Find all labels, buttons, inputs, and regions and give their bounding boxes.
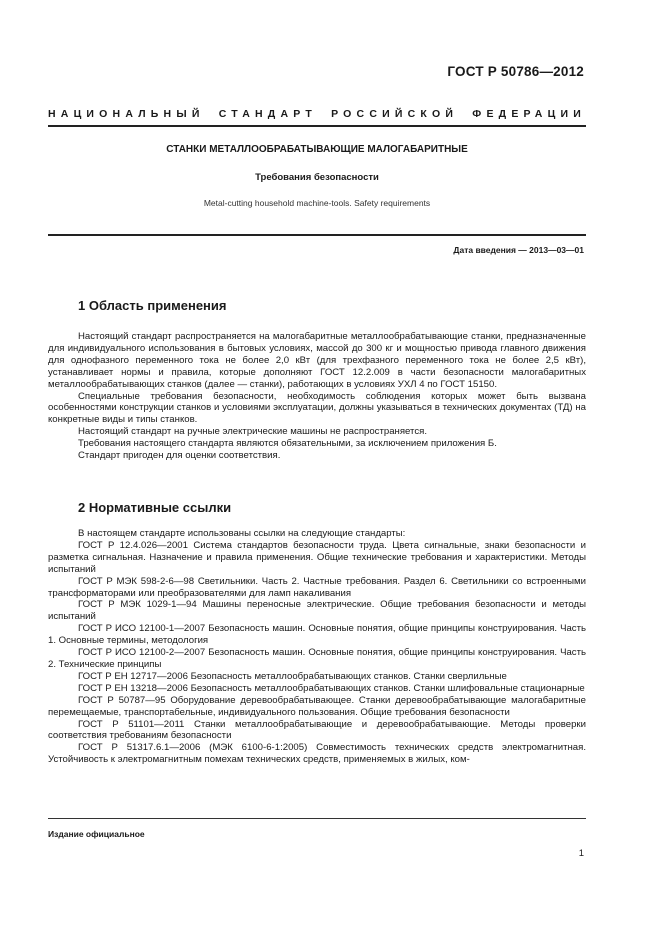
national-standard-banner — [48, 108, 586, 120]
top-rule — [48, 125, 586, 127]
edition-note: Издание официальное — [48, 829, 145, 839]
section-1-paragraph: Специальные требования безопасности, необходимость соблюдения которых может быть вызвана особенностями конструкции станков и условиями эксплуатации, должны указываться в технических документах (ТД) на конкретные виды и типы станков. — [48, 390, 586, 426]
reference-item: ГОСТ Р 50787—95 Оборудование деревообрабатывающее. Станки деревообрабатывающие малогабаритные перемещаемые, транспортабельные, индивидуального пользования. Общие требования безопасности — [48, 694, 586, 718]
banner-word-4: ФЕДЕРАЦИИ — [472, 108, 586, 120]
section-2-body — [48, 528, 586, 766]
reference-item: ГОСТ Р МЭК 1029-1—94 Машины переносные электрические. Общие требования безопасности и методы испытаний — [48, 599, 586, 623]
banner-word-2: СТАНДАРТ — [218, 108, 317, 120]
section-1-paragraph: Требования настоящего стандарта являются обязательными, за исключением приложения Б. — [78, 438, 497, 450]
section-1-body — [48, 331, 586, 462]
document-title: СТАНКИ МЕТАЛЛООБРАБАТЫВАЮЩИЕ МАЛОГАБАРИТНЫЕ — [166, 144, 468, 155]
section-1-paragraph: Стандарт пригоден для оценки соответствия. — [78, 450, 281, 462]
document-subtitle: Требования безопасности — [255, 172, 379, 183]
english-title: Metal-cutting household machine-tools. Safety requirements — [203, 198, 431, 208]
reference-item: ГОСТ Р 51317.6.1—2006 (МЭК 6100-6-1:2005) Совместимость технических средств электромагнитная. Устойчивость к электромагнитным помехам технических средств, применяемых в жилых, ком- — [48, 742, 586, 766]
reference-item: ГОСТ Р ИСО 12100-2—2007 Безопасность машин. Основные понятия, общие принципы конструирования. Часть 2. Технические принципы — [48, 647, 586, 670]
reference-item: ГОСТ Р ИСО 12100-1—2007 Безопасность машин. Основные понятия, общие принципы конструирования. Часть 1. Основные термины, методология — [48, 623, 586, 647]
reference-item: ГОСТ Р ЕН 13218—2006 Безопасность металлообрабатывающих станков. Станки шлифовальные стационарные — [78, 682, 585, 694]
reference-item: ГОСТ Р 12.4.026—2001 Система стандартов безопасности труда. Цвета сигнальные, знаки безопасности и разметка сигнальная. Назначение и правила применения. Общие технические требования и характеристики. Методы испытаний — [48, 539, 586, 575]
reference-item: ГОСТ Р 51101—2011 Станки металлообрабатывающие и деревообрабатывающие. Методы проверки соответствия требованиям безопасности — [48, 718, 586, 742]
section-2-paragraph: В настоящем стандарте использованы ссылки на следующие стандарты: — [78, 528, 406, 539]
section-1-paragraph: Настоящий стандарт распространяется на малогабаритные металлообрабатывающие станки, предназначенные для индивидуального использования в бытовых условиях, массой до 300 кг и мощностью привода главного движения для однофазного переменного тока не более 2,0 кВт (для трехфазного переменного тока не более 2,5 кВт), устанавливает нормы и правила, которые дополняют ГОСТ 12.2.009 в части безопасности малогабаритных металлообрабатывающих станков (далее — станки), работающих в условиях УХЛ 4 по ГОСТ 15150. — [48, 331, 586, 390]
section-2-heading: 2 Нормативные ссылки — [78, 500, 232, 515]
banner-word-1: НАЦИОНАЛЬНЫЙ — [48, 108, 205, 120]
banner-word-3: РОССИЙСКОЙ — [331, 108, 459, 120]
middle-rule — [48, 234, 586, 236]
gost-number: ГОСТ Р 50786—2012 — [447, 64, 584, 79]
page-number: 1 — [578, 848, 584, 859]
effective-date: Дата введения — 2013—03—01 — [453, 245, 584, 255]
section-1-heading: 1 Область применения — [78, 298, 227, 313]
reference-item: ГОСТ Р МЭК 598-2-6—98 Светильники. Часть 2. Частные требования. Раздел 6. Светильники со встроенными трансформаторами или преобразователями для ламп накаливания — [48, 575, 586, 599]
bottom-rule — [48, 818, 586, 819]
reference-item: ГОСТ Р ЕН 12717—2006 Безопасность металлообрабатывающих станков. Станки сверлильные — [78, 670, 507, 682]
section-1-paragraph: Настоящий стандарт на ручные электрические машины не распространяется. — [78, 426, 428, 438]
